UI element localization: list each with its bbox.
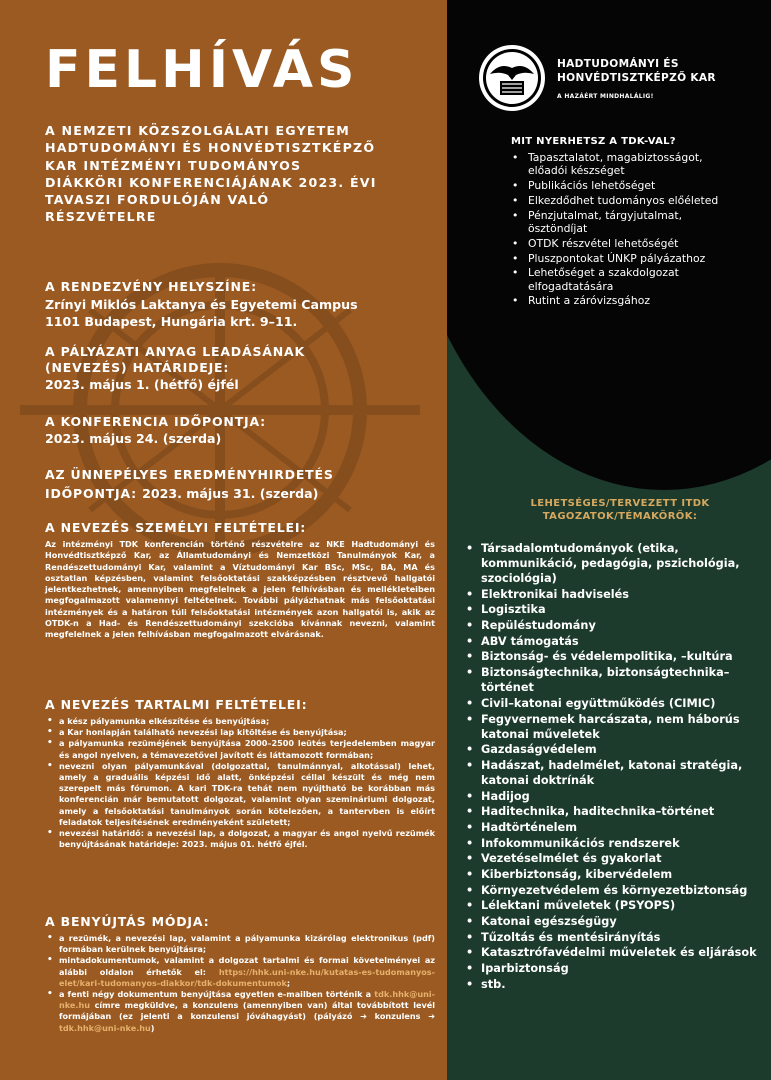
page-subtitle: A NEMZETI KÖZSZOLGÁLATI EGYETEM HADTUDOMÁNYI ÉS HONVÉDTISZTKÉPZŐ KAR INTÉZMÉNYI TUDOMÁNYOS DIÁKKÖRI KONFERENCIÁJÁNAK 2023. ÉVI TAVASZI FORDULÓJÁN VALÓ RÉSZVÉTELRE: [45, 123, 377, 225]
list-item: • Katonai egészségügy: [463, 914, 763, 929]
list-item: • Társadalomtudományok (etika, kommunikáció, pedagógia, pszichológia, szociológia): [463, 541, 763, 586]
list-item: • Fegyvernemek harcászata, nem háborús katonai műveletek: [463, 712, 763, 742]
deadline-section: [45, 344, 385, 393]
submission-text: ): [150, 1022, 155, 1033]
list-item: • OTDK részvétel lehetőségét: [510, 237, 725, 250]
list-item: • Civil–katonai együttműködés (CIMIC): [463, 696, 763, 711]
list-item: • stb.: [463, 977, 763, 992]
conference-heading: A KONFERENCIA IDŐPONTJA:: [45, 414, 266, 429]
list-item: • Biztonság- és védelempolitika, –kultúra: [463, 649, 763, 664]
email-link[interactable]: tdk.hhk@uni-nke.hu: [59, 1022, 151, 1033]
list-item: • Haditechnika, haditechnika–történet: [463, 804, 763, 819]
submission-heading: A BENYÚJTÁS MÓDJA:: [45, 914, 210, 929]
list-item: • Hadijog: [463, 789, 763, 804]
submission-text: címre megküldve, a konzulens (amennyiben van) által továbbított levél formájában (ez jelenti a konzulensi jóváhagyást) (pályázó ➔ konzulens ➔: [59, 1000, 435, 1022]
list-item: • Infokommunikációs rendszerek: [463, 836, 763, 851]
results-heading: AZ ÜNNEPÉLYES EREDMÉNYHIRDETÉS IDŐPONTJA:: [45, 467, 334, 501]
content-conditions-section: [45, 697, 435, 850]
submission-text: mintadokumentumok, valamint a dolgozat tartalmi és formai követelményei az alábbi oldalon érhetők el:: [59, 955, 435, 977]
topics-heading: LEHETSÉGES/TERVEZETT ITDK TAGOZATOK/TÉMAKÖRÖK:: [530, 498, 710, 522]
list-item: • a Kar honlapján található nevezési lap kitöltése és benyújtása;: [45, 727, 435, 738]
conference-section: [45, 414, 435, 447]
list-item: • Hadtörténelem: [463, 820, 763, 835]
list-item: • ABV támogatás: [463, 634, 763, 649]
list-item: • Iparbiztonság: [463, 961, 763, 976]
list-item: • Kiberbiztonság, kibervédelem: [463, 867, 763, 882]
list-item: • Publikációs lehetőséget: [510, 179, 725, 192]
list-item: • Biztonságtechnika, biztonságtechnika–történet: [463, 665, 763, 695]
venue-heading: A RENDEZVÉNY HELYSZÍNE:: [45, 279, 257, 294]
content-conditions-list: [45, 716, 435, 850]
list-item: • Tapasztalatot, magabiztosságot, előadói készséget: [510, 151, 725, 178]
list-item: • a rezümék, a nevezési lap, valamint a pályamunka kizárólag elektronikus (pdf) formában kerülnek benyújtásra;: [45, 933, 435, 955]
venue-section: [45, 279, 435, 330]
page-title: FELHÍVÁS: [45, 40, 359, 100]
faculty-logo-icon: [478, 44, 546, 112]
list-item: • Tűzoltás és mentésirányítás: [463, 930, 763, 945]
list-item: • Vezetéselmélet és gyakorlat: [463, 851, 763, 866]
email-link[interactable]: tdk.hhk@uni-nke.hu: [59, 989, 435, 1011]
submission-section: [45, 914, 435, 1034]
benefits-heading: MIT NYERHETSZ A TDK-VAL?: [511, 136, 676, 147]
list-item: • Pluszpontokat ÚNKP pályázathoz: [510, 252, 725, 265]
tdk-documents-link[interactable]: https://hhk.uni-nke.hu/kutatas-es-tudomanyos-elet/kari-tudomanyos-diakkor/tdk-dokumentumok: [59, 966, 435, 988]
topics-list: [463, 541, 763, 993]
benefits-list: [510, 151, 725, 309]
submission-list: [45, 933, 435, 1034]
list-item: • nevezési határidő: a nevezési lap, a dolgozat, a magyar és angol nyelvű rezümék benyújtásának határideje: 2023. május 01. hétfő éjfél.: [45, 828, 435, 850]
personal-heading: A NEVEZÉS SZEMÉLYI FELTÉTELEI:: [45, 520, 307, 535]
org-name: HADTUDOMÁNYI ÉS HONVÉDTISZTKÉPZŐ KAR: [557, 58, 716, 84]
list-item: • a kész pályamunka elkészítése és benyújtása;: [45, 716, 435, 727]
content-conditions-heading: A NEVEZÉS TARTALMI FELTÉTELEI:: [45, 697, 308, 712]
personal-section: [45, 520, 435, 641]
venue-line-1: Zrínyi Miklós Laktanya és Egyetemi Campus: [45, 297, 358, 312]
results-section: [45, 464, 415, 502]
list-item: • Lélektani műveletek (PSYOPS): [463, 898, 763, 913]
submission-text: ;: [286, 977, 291, 988]
submission-text: a fenti négy dokumentum benyújtása egyetlen e-mailben történik a: [59, 989, 375, 1000]
venue-line-2: 1101 Budapest, Hungária krt. 9–11.: [45, 314, 298, 329]
list-item: • Pénzjutalmat, tárgyjutalmat, ösztöndíjat: [510, 209, 725, 236]
list-item: • Lehetőséget a szakdolgozat elfogadtatására: [510, 266, 725, 293]
org-motto: A HAZÁÉRT MINDHALÁLIG!: [557, 93, 654, 100]
list-item: • Hadászat, hadelmélet, katonai stratégia, katonai doktrínák: [463, 758, 763, 788]
conference-value: 2023. május 24. (szerda): [45, 431, 222, 446]
results-value: 2023. május 31. (szerda): [142, 486, 319, 501]
list-item: • Elkezdődhet tudományos előéleted: [510, 194, 725, 207]
list-item: [45, 955, 435, 989]
deadline-heading: A PÁLYÁZATI ANYAG LEADÁSÁNAK (NEVEZÉS) HATÁRIDEJE:: [45, 344, 305, 375]
list-item: [45, 989, 435, 1034]
deadline-value: 2023. május 1. (hétfő) éjfél: [45, 377, 239, 392]
list-item: • Gazdaságvédelem: [463, 742, 763, 757]
list-item: • Rutint a záróvizsgához: [510, 294, 725, 307]
personal-text: Az intézményi TDK konferencián történő részvételre az NKE Hadtudományi és Honvédtisztképző Kar, az Államtudományi és Nemzetközi Tanulmányok Kar, a Rendészettudományi Kar, valamint a Víztudományi Kar BSc, MSc, BA, MA és osztatlan képzésben, valamint felsőoktatási szakképzésben résztvevő hallgatói jelentkezhetnek, amennyiben megfelelnek a jelen felhívásban és mellékleteiben megfogalmazott valamennyi feltételnek. További pályázhatnak más felsőoktatási intézmények és a határon túli felsőoktatási intézmények azon hallgatói is, akik az OTDK-n a Had- és Rendészettudományi szekcióba kívánnak nevezni, valamint megfelelnek a jelen felhívásban megfogalmazott elvárásnak.: [45, 539, 435, 640]
list-item: • a pályamunka rezüméjének benyújtása 2000–2500 leütés terjedelemben magyar és angol nyelven, a témavezetővel javított és láttamozott formában;: [45, 738, 435, 760]
list-item: • Repüléstudomány: [463, 618, 763, 633]
list-item: • nevezni olyan pályamunkával (dolgozattal, tanulmánnyal, alkotással) lehet, amely a graduális képzési idő alatt, önképzési céllal készült és még nem szerepelt más fórumon. A kari TDK-ra tehát nem nyújtható be korábban más konferencián már bemutatott dolgozat, valamint olyan szemináriumi dolgozat, amely a felsőoktatási tanulmányok során kötelezően, a tantervben is előírt feladatok teljesítésének eredményeként született;: [45, 761, 435, 828]
list-item: • Katasztrófavédelmi műveletek és eljárások: [463, 945, 763, 960]
list-item: • Környezetvédelem és környezetbiztonság: [463, 883, 763, 898]
list-item: • Elektronikai hadviselés: [463, 587, 763, 602]
list-item: • Logisztika: [463, 602, 763, 617]
